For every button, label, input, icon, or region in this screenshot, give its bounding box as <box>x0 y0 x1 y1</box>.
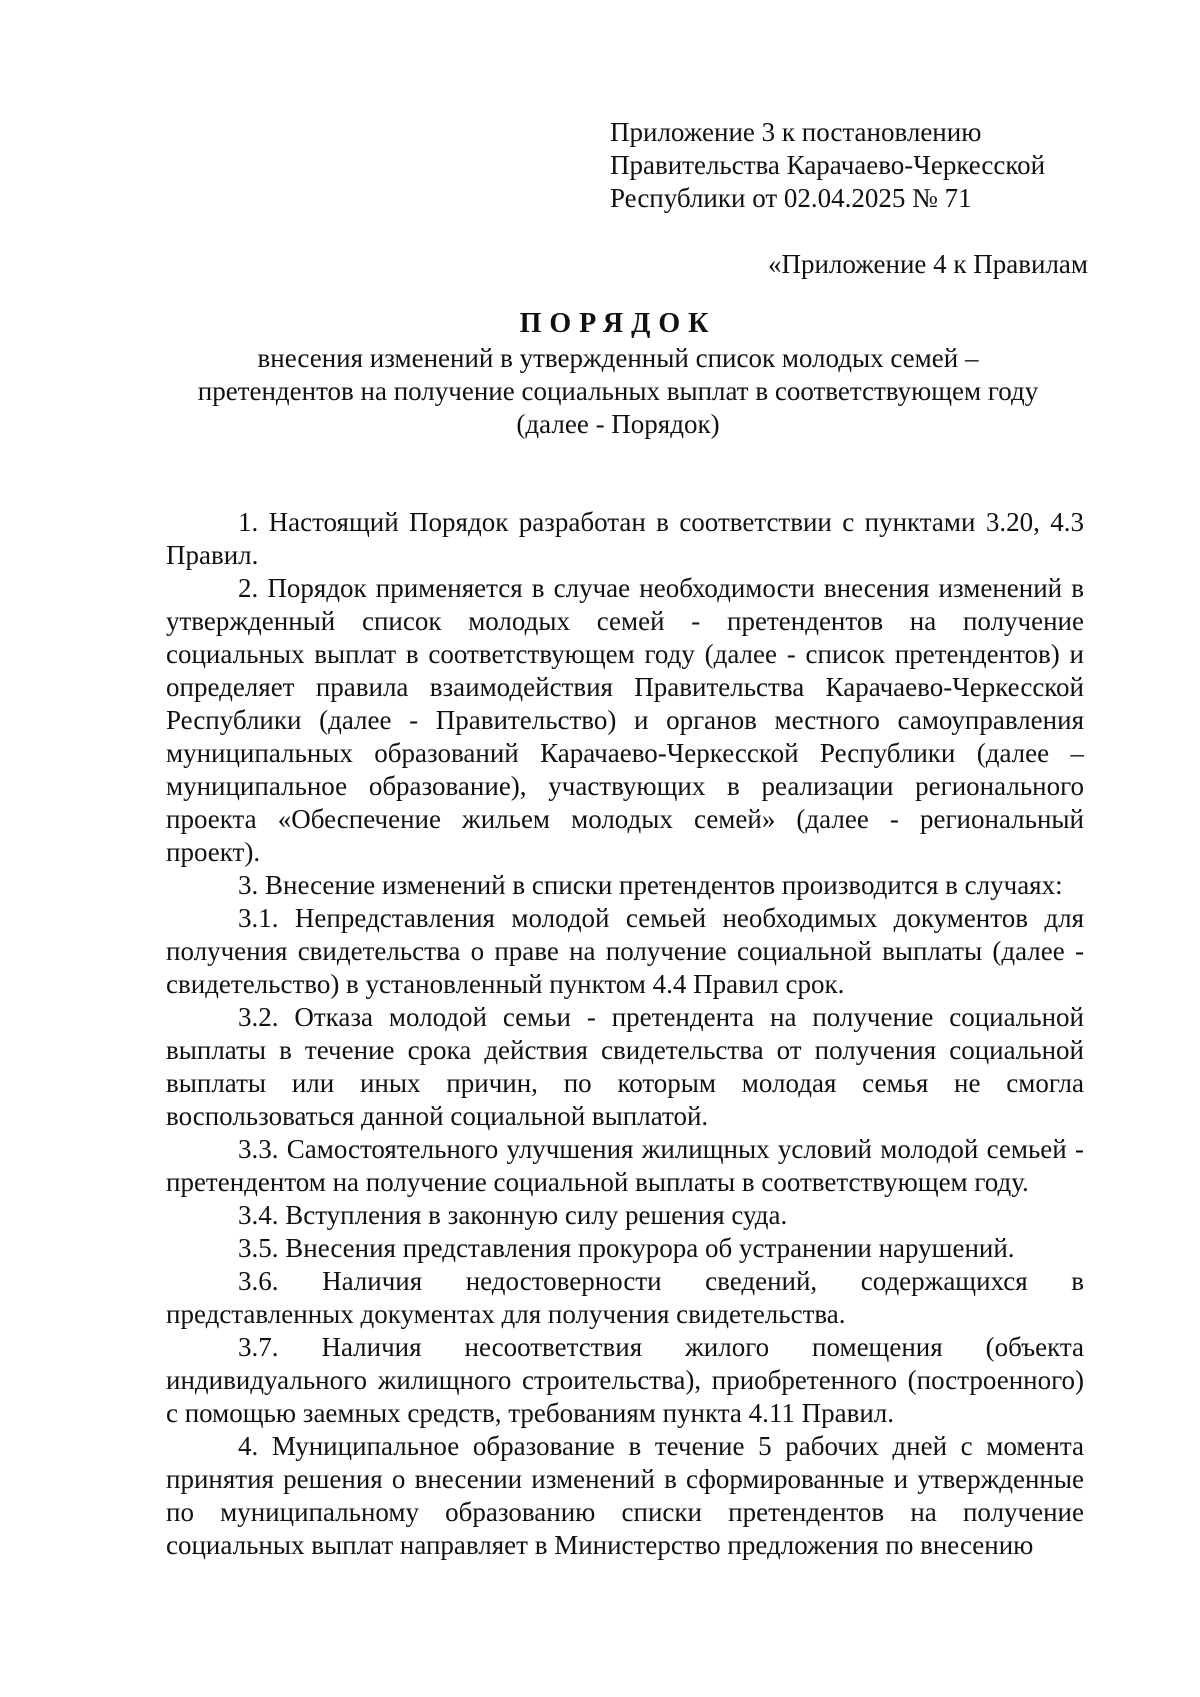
paragraph-1: 1. Настоящий Порядок разработан в соответствии с пунктами 3.20, 4.3 Правил. <box>166 507 1084 570</box>
paragraph-3-2: 3.2. Отказа молодой семьи - претендента на получение социальной выплаты в течение срока действия свидетельства от получения социальной выплаты или иных причин, по которым молодая семья не смогла воспользоваться данной социальной выплатой. <box>166 1002 1084 1131</box>
paragraph-3: 3. Внесение изменений в списки претендентов производится в случаях: <box>238 870 1063 900</box>
paragraph-3-1: 3.1. Непредставления молодой семьей необходимых документов для получения свидетельства о праве на получение социальной выплаты (далее - свидетельство) в установленный пунктом 4.4 Правил срок. <box>166 903 1084 999</box>
appendix-line: Правительства Карачаево-Черкесской <box>610 150 1046 180</box>
appendix-header <box>610 116 1045 215</box>
appendix-line: Приложение 3 к постановлению <box>610 117 982 147</box>
appendix-reference: «Приложение 4 к Правилам <box>767 249 1088 279</box>
title-block <box>150 306 1086 441</box>
paragraph-3-7: 3.7. Наличия несоответствия жилого помещения (объекта индивидуального жилищного строительства), приобретенного (построенного) с помощью заемных средств, требованиям пункта 4.11 Правил. <box>166 1332 1084 1428</box>
paragraph-2: 2. Порядок применяется в случае необходимости внесения изменений в утвержденный список молодых семей - претендентов на получение социальных выплат в соответствующем году (далее - список претендентов) и определяет правила взаимодействия Правительства Карачаево-Черкесской Республики (далее - Правительство) и органов местного самоуправления муниципальных образований Карачаево-Черкесской Республики (далее – муниципальное образование), участвующих в реализации регионального проекта «Обеспечение жильем молодых семей» (далее - региональный проект). <box>166 573 1084 867</box>
paragraph-3-4: 3.4. Вступления в законную силу решения суда. <box>238 1200 788 1230</box>
document-subtitle-line: (далее - Порядок) <box>516 409 720 439</box>
document-subtitle-line: внесения изменений в утвержденный список молодых семей – <box>257 343 979 373</box>
paragraph-3-5: 3.5. Внесения представления прокурора об устранении нарушений. <box>238 1233 1015 1263</box>
appendix-line: Республики от 02.04.2025 № 71 <box>610 183 972 213</box>
paragraph-3-6: 3.6. Наличия недостоверности сведений, содержащихся в представленных документах для получения свидетельства. <box>166 1266 1084 1329</box>
document-title: ПОРЯДОК <box>519 308 717 339</box>
paragraph-3-3: 3.3. Самостоятельного улучшения жилищных условий молодой семьей - претендентом на получение социальной выплаты в соответствующем году. <box>166 1134 1084 1197</box>
document-body <box>166 506 1084 1562</box>
document-subtitle-line: претендентов на получение социальных выплат в соответствующем году <box>197 376 1039 406</box>
paragraph-4: 4. Муниципальное образование в течение 5 рабочих дней с момента принятия решения о внесении изменений в сформированные и утвержденные по муниципальному образованию списки претендентов на получение социальных выплат направляет в Министерство предложения по внесению <box>166 1431 1084 1560</box>
